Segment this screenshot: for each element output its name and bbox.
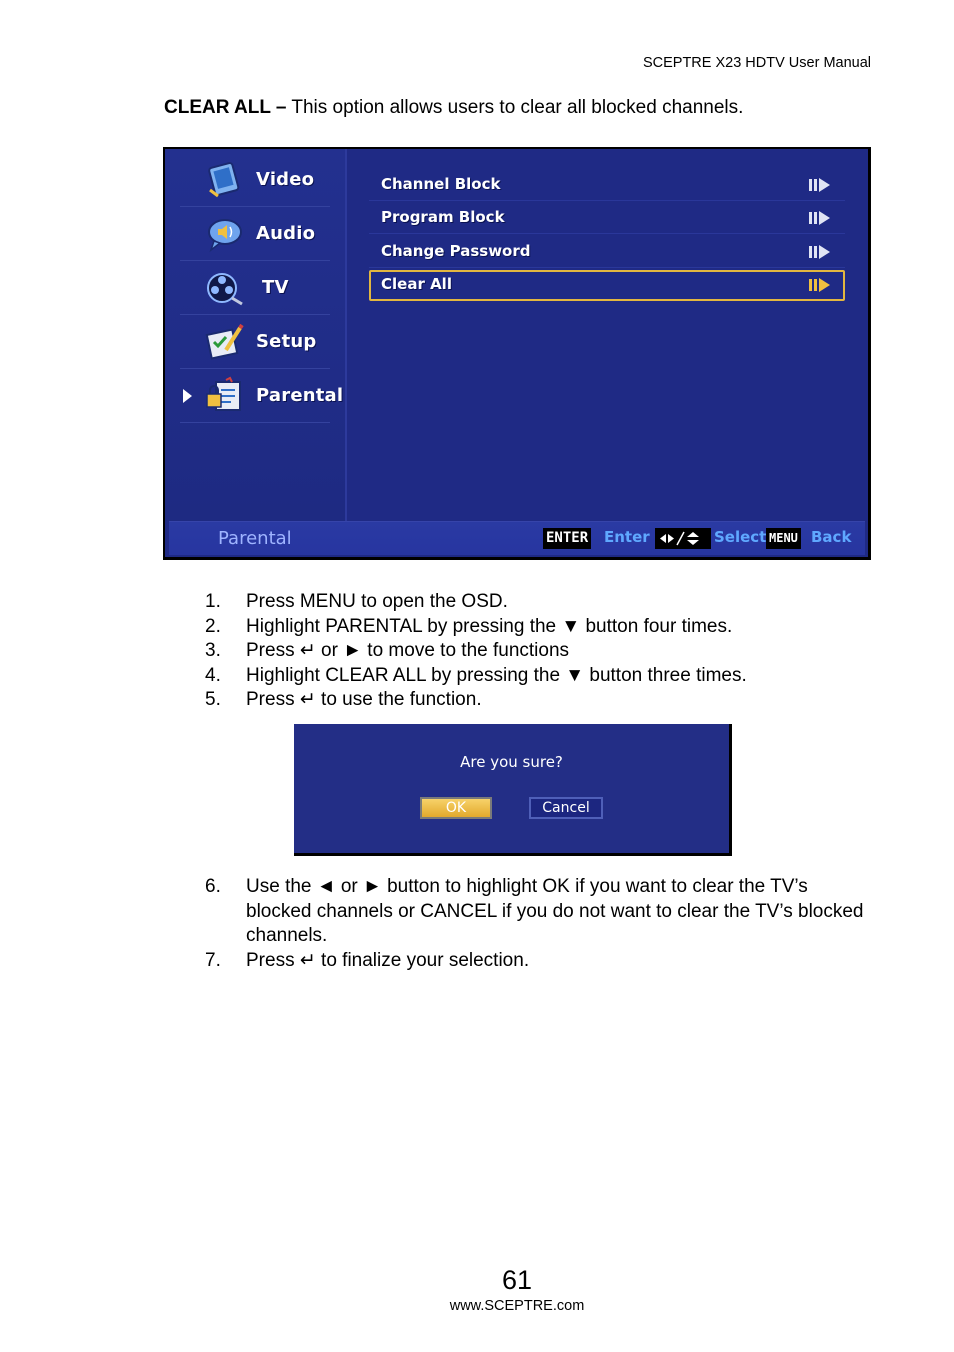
enter-key-badge: ENTER bbox=[543, 528, 591, 549]
menu-label-audio: Audio bbox=[256, 223, 316, 244]
menu-key-badge: MENU bbox=[766, 528, 801, 549]
step-number: 2. bbox=[205, 615, 221, 637]
footer-section-title: Parental bbox=[218, 528, 292, 549]
option-clear-all[interactable] bbox=[369, 270, 845, 301]
select-key-desc: Select bbox=[714, 528, 767, 546]
submenu-arrow-icon bbox=[809, 244, 831, 260]
manual-title: SCEPTRE X23 HDTV User Manual bbox=[642, 55, 871, 71]
step-text: Press ↵ or ► to move to the functions bbox=[246, 640, 570, 661]
page-number: 61 bbox=[501, 1265, 533, 1295]
menu-item-setup[interactable] bbox=[180, 315, 330, 369]
menu-label-tv: TV bbox=[262, 277, 289, 298]
step-item bbox=[205, 639, 747, 664]
option-label: Change Password bbox=[381, 242, 531, 260]
option-program-block[interactable] bbox=[369, 203, 845, 234]
step-item bbox=[205, 949, 865, 974]
option-label: Clear All bbox=[381, 275, 452, 293]
steps-list-a bbox=[205, 590, 747, 713]
option-channel-block[interactable] bbox=[369, 170, 845, 201]
parental-icon bbox=[204, 376, 244, 416]
steps-list-b bbox=[205, 875, 865, 973]
audio-icon bbox=[204, 214, 244, 254]
submenu-arrow-icon bbox=[809, 277, 831, 293]
menu-label-setup: Setup bbox=[256, 331, 317, 352]
menu-item-tv[interactable] bbox=[180, 261, 330, 315]
step-number: 7. bbox=[205, 949, 221, 971]
website-url: www.SCEPTRE.com bbox=[449, 1298, 585, 1314]
option-label: Program Block bbox=[381, 208, 505, 226]
osd-footer-bar bbox=[169, 521, 865, 555]
step-text: Press MENU to open the OSD. bbox=[246, 591, 508, 612]
menu-label-video: Video bbox=[256, 169, 315, 190]
dialog-question: Are you sure? bbox=[460, 753, 563, 771]
osd-main-menu bbox=[165, 149, 347, 521]
active-menu-arrow-icon bbox=[183, 389, 192, 403]
step-number: 3. bbox=[205, 640, 221, 661]
ok-button[interactable]: OK bbox=[420, 797, 492, 819]
intro-text: This option allows users to clear all blocked channels. bbox=[286, 97, 744, 118]
menu-item-parental[interactable] bbox=[180, 369, 344, 423]
submenu-arrow-icon bbox=[809, 177, 831, 193]
back-key-desc: Back bbox=[811, 528, 852, 546]
step-item bbox=[205, 590, 747, 615]
step-item bbox=[205, 688, 747, 713]
step-text: Use the ◄ or ► button to highlight OK if you want to clear the TV’s blocked channels or CANCEL if you do not want to clear the TV’s blocked channels. bbox=[246, 876, 864, 946]
osd-parental-menu bbox=[163, 147, 871, 560]
intro-paragraph bbox=[164, 97, 743, 119]
step-number: 1. bbox=[205, 591, 221, 612]
menu-item-video[interactable] bbox=[180, 153, 330, 207]
step-text: Press ↵ to finalize your selection. bbox=[246, 949, 530, 971]
tv-icon bbox=[204, 268, 244, 308]
video-icon bbox=[204, 160, 244, 200]
step-number: 6. bbox=[205, 876, 221, 897]
osd-parental-options bbox=[349, 149, 869, 521]
step-number: 4. bbox=[205, 664, 221, 686]
step-text: Highlight PARENTAL by pressing the ▼ button four times. bbox=[246, 615, 733, 637]
step-number: 5. bbox=[205, 689, 221, 710]
option-change-password[interactable] bbox=[369, 237, 845, 268]
intro-term: CLEAR ALL – bbox=[164, 97, 287, 118]
enter-key-desc: Enter bbox=[604, 528, 650, 546]
submenu-arrow-icon bbox=[809, 210, 831, 226]
option-label: Channel Block bbox=[381, 175, 501, 193]
menu-label-parental: Parental bbox=[256, 385, 344, 406]
navigation-arrows-icon bbox=[655, 528, 711, 549]
step-text: Press ↵ to use the function. bbox=[246, 689, 482, 710]
confirm-dialog bbox=[294, 724, 732, 856]
menu-item-audio[interactable] bbox=[180, 207, 330, 261]
cancel-button[interactable]: Cancel bbox=[529, 797, 603, 819]
step-item bbox=[205, 875, 865, 949]
setup-icon bbox=[204, 322, 244, 362]
step-text: Highlight CLEAR ALL by pressing the ▼ button three times. bbox=[246, 664, 747, 686]
step-item bbox=[205, 615, 747, 640]
step-item bbox=[205, 664, 747, 689]
arrows-key-badge bbox=[655, 528, 711, 549]
